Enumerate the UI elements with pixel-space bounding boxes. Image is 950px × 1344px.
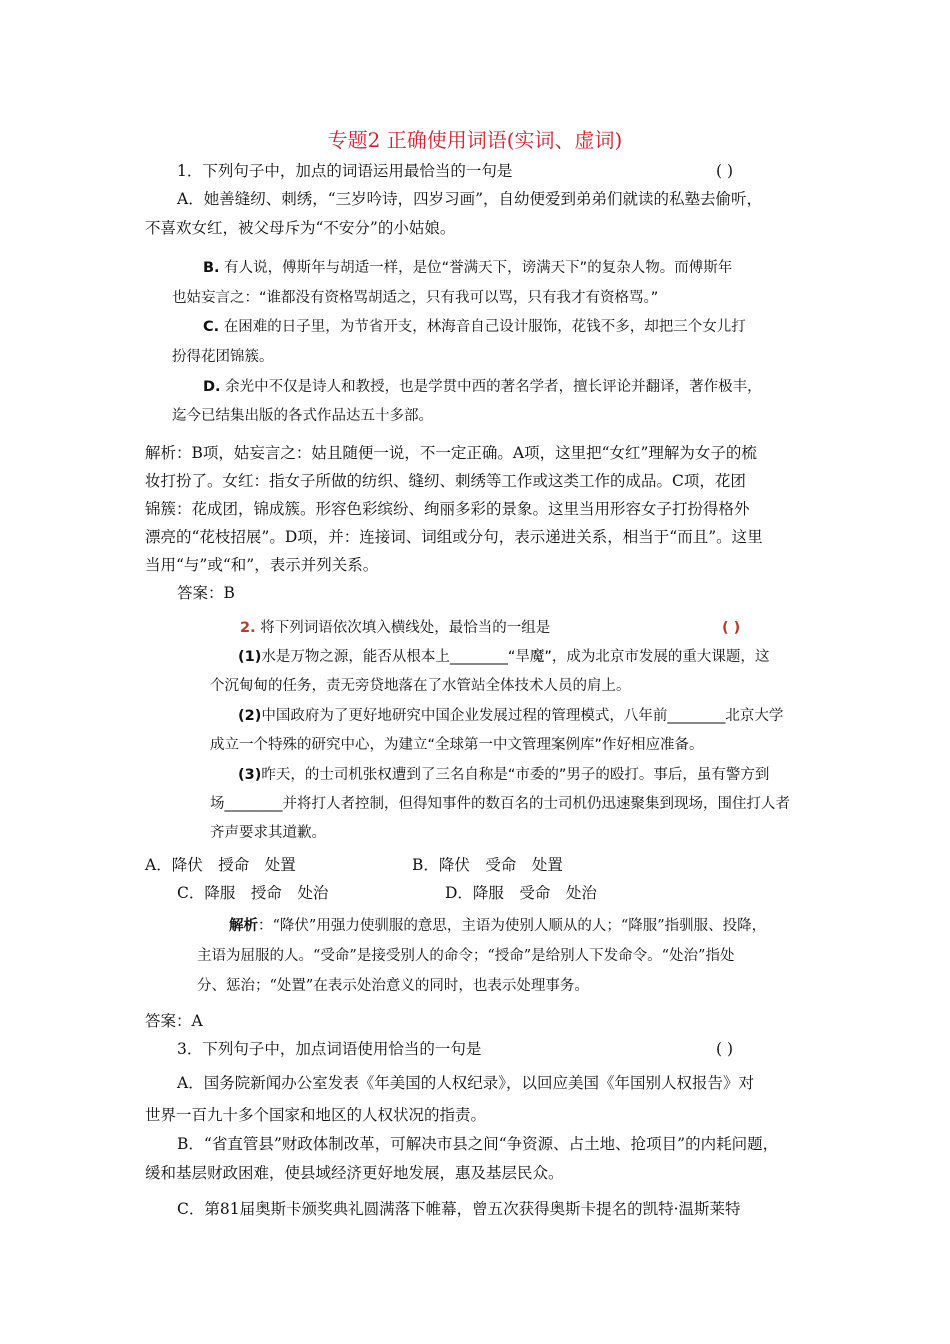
q2-sentence-2-num: (2): [238, 708, 262, 724]
q2-answer: 答案：A: [145, 1012, 203, 1030]
q1-stem: 1．下列句子中，加点的词语运用最恰当的一句是: [177, 162, 513, 180]
q1-option-b-text: 有人说，傅斯年与胡适一样，是位“誉满天下，谤满天下”的复杂人物。而傅斯年: [219, 260, 733, 276]
q2-sentence-2-line1: (2)中国政府为了更好地研究中国企业发展过程的管理模式，八年前________北京大学: [238, 708, 784, 724]
q1-paren: ( ): [716, 162, 734, 180]
q2-option-a: A．降伏 授命 处置: [145, 856, 296, 874]
q3-option-b-line1: B．“省直管县”财政体制改革，可解决市县之间“争资源、占土地、抢项目”的内耗问题，: [177, 1135, 779, 1153]
q2-analysis-label: 解析: [229, 917, 258, 934]
q2-paren: ( ): [722, 620, 741, 636]
q1-analysis-line: 锦簇：花成团，锦成簇。形容色彩缤纷、绚丽多彩的景象。这里当用形容女子打扮得格外: [145, 500, 750, 518]
q2-stem: [240, 618, 550, 638]
q3-stem: 3．下列句子中，加点词语使用恰当的一句是: [177, 1040, 482, 1058]
q2-analysis-line3: 分、惩治；“处置”在表示处治意义的同时，也表示处理事务。: [197, 978, 589, 994]
q2-sentence-1-num: (1): [238, 649, 262, 665]
q2-number: 2.: [240, 620, 256, 636]
q1-option-d-line2: 迄今已结集出版的各式作品达五十多部。: [172, 408, 433, 424]
q2-sentence-1-line2: 个沉甸甸的任务，责无旁贷地落在了水管站全体技术人员的肩上。: [210, 678, 631, 694]
q3-option-a-line1: A．国务院新闻办公室发表《年美国的人权纪录》，以回应美国《年国别人权报告》对: [177, 1074, 754, 1092]
q2-sentence-3-num: (3): [238, 767, 262, 783]
q2-option-c: C．降服 授命 处治: [177, 884, 329, 902]
q1-option-c-line1: [203, 317, 746, 337]
q2-analysis-line1: 解析：“降伏”用强力使驯服的意思，主语为使别人顺从的人；“降服”指驯服、投降，: [229, 917, 767, 934]
q3-option-a-line2: 世界一百九十多个国家和地区的人权状况的指责。: [145, 1106, 487, 1124]
q2-stem-text: 将下列词语依次填入横线处，最恰当的一组是: [255, 620, 551, 636]
q3-option-b-line2: 缓和基层财政困难，使县域经济更好地发展，惠及基层民众。: [145, 1164, 564, 1182]
q1-analysis-line: 当用“与”或“和”，表示并列关系。: [145, 556, 379, 574]
page-title: 专题2 正确使用词语(实词、虚词): [327, 128, 623, 152]
q3-paren: ( ): [716, 1040, 734, 1058]
q1-option-b-letter: B.: [203, 260, 220, 276]
q1-answer: 答案：B: [177, 584, 235, 602]
q1-option-a-line2: 不喜欢女红，被父母斥为“不安分”的小姑娘。: [145, 219, 456, 237]
q2-analysis-line2: 主语为屈服的人。“受命”是接受别人的命令；“授命”是给别人下发命令。“处治”指处: [197, 948, 735, 964]
q1-option-a-line1: A．她善缝纫、刺绣，“三岁吟诗，四岁习画”，自幼便爱到弟弟们就读的私塾去偷听，: [177, 190, 763, 208]
q1-option-d-text: 余光中不仅是诗人和教授，也是学贯中西的著名学者，擅长评论并翻译，著作极丰，: [220, 379, 762, 395]
q1-analysis-line: 妆打扮了。女红：指女子所做的纺织、缝纫、刺绣等工作或这类工作的成品。C项，花团: [145, 472, 746, 490]
q2-option-b: B．降伏 受命 处置: [412, 856, 563, 874]
q2-sentence-3-line1: (3)昨天，的士司机张权遭到了三名自称是“市委的”男子的殴打。事后，虽有警方到: [238, 767, 770, 783]
q1-analysis-line: 解析：B项，姑妄言之：姑且随便一说，不一定正确。A项，这里把“女红”理解为女子的梳: [145, 444, 757, 462]
q1-option-d-line1: [203, 377, 762, 397]
q2-sentence-2-line2: 成立一个特殊的研究中心，为建立“全球第一中文管理案例库”作好相应准备。: [210, 737, 704, 753]
q1-option-c-letter: C.: [203, 319, 220, 335]
q2-sentence-3-line3: 齐声要求其道歉。: [210, 825, 326, 841]
q1-option-c-line2: 扮得花团锦簇。: [172, 349, 274, 365]
q1-option-d-letter: D.: [203, 379, 221, 395]
q2-option-d: D．降服 受命 处治: [445, 884, 597, 902]
q1-option-b-line1: [203, 258, 732, 278]
q3-option-c-line1: C．第81届奥斯卡颁奖典礼圆满落下帷幕，曾五次获得奥斯卡提名的凯特·温斯莱特: [177, 1200, 741, 1218]
q1-option-b-line2: 也姑妄言之：“谁都没有资格骂胡适之，只有我可以骂，只有我才有资格骂。”: [172, 290, 659, 306]
q2-sentence-1-line1: (1)水是万物之源，能否从根本上________“旱魔”，成为北京市发展的重大课题，这: [238, 649, 770, 665]
q1-analysis-line: 漂亮的“花枝招展”。D项，并：连接词、词组或分句，表示递进关系，相当于“而且”。这里: [145, 528, 763, 546]
q2-sentence-3-line2: 场________并将打人者控制，但得知事件的数百名的士司机仍迅速聚集到现场，围住打人者: [210, 796, 790, 812]
q1-option-c-text: 在困难的日子里，为节省开支，林海音自己设计服饰，花钱不多，却把三个女儿打: [219, 319, 746, 335]
